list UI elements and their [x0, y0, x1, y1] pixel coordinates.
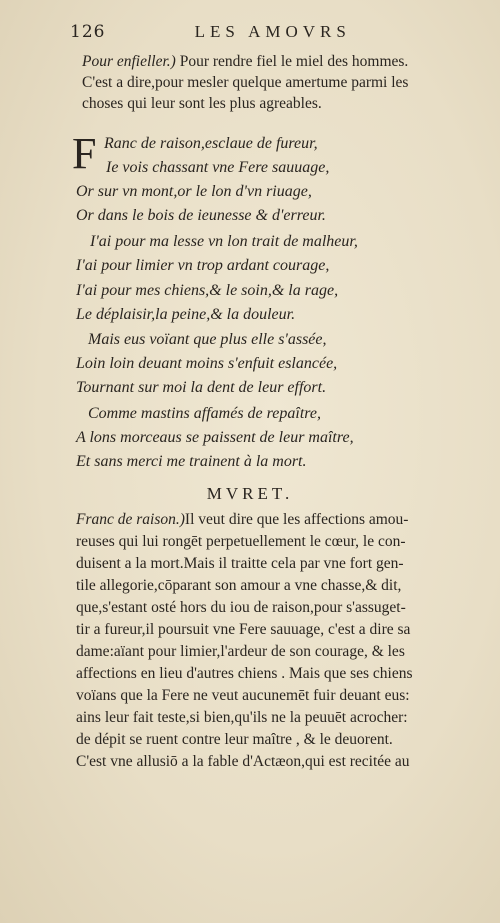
sonnet-line: Loin loin deuant moins s'enfuit eslancée,: [76, 355, 338, 372]
commentary-line: ains leur fait teste,si bien,qu'ils ne la peuuēt acrocher:: [76, 709, 408, 726]
commentary-line: que,s'estant osté hors du iou de raison,pour s'assuget-: [76, 599, 406, 616]
commentary-line: voïans que la Fere ne veut aucunemēt fuir deuant eus:: [76, 687, 410, 704]
gloss-lemma: Pour enfieller.): [82, 53, 176, 70]
commentary-line: duisent a la mort.Mais il traitte cela par vne fort gen-: [76, 555, 404, 572]
drop-cap: F: [72, 129, 97, 178]
gloss-text: Pour rendre fiel le miel des hommes.: [175, 53, 409, 70]
sonnet-line: I'ai pour mes chiens,& le soin,& la rage,: [76, 282, 339, 299]
sonnet-line: Or dans le bois de ieunesse & d'erreur.: [76, 207, 326, 224]
gloss-line-3: choses qui leur sont les plus agreables.: [82, 95, 322, 112]
commentary-lemma: Franc de raison.): [76, 511, 185, 528]
sonnet-line: Tournant sur moi la dent de leur effort.: [76, 379, 327, 396]
commentary-line: tir a fureur,il poursuit vne Fere sauuage, c'est a dire sa: [76, 621, 411, 638]
sonnet-line: Ranc de raison,esclaue de fureur,: [104, 135, 318, 152]
commentary-line: C'est vne allusiō a la fable d'Actæon,qui est recitée au: [76, 753, 410, 770]
commentary-line: affections en lieu d'autres chiens . Mais que ses chiens: [76, 665, 413, 682]
sonnet-line: Le déplaisir,la peine,& la douleur.: [76, 306, 296, 323]
commentary-text: Il veut dire que les affections amou-: [184, 511, 409, 528]
sonnet-line: A lons morceaus se paissent de leur maître,: [76, 429, 354, 446]
commentary-line: [76, 510, 408, 530]
sonnet-line: Et sans merci me trainent à la mort.: [76, 453, 307, 470]
sonnet-line: Comme mastins affamés de repaître,: [88, 405, 322, 422]
commentary-line: dame:aïant pour limier,l'ardeur de son courage, & les: [76, 643, 405, 660]
page-header: [70, 22, 460, 42]
gloss-line-2: C'est a dire,pour mesler quelque amertume parmi les: [82, 74, 409, 91]
commentary-line: de dépit se ruent contre leur maître , & le deuorent.: [76, 731, 393, 748]
gloss-line-1: [82, 52, 408, 72]
sonnet-line: I'ai pour limier vn trop ardant courage,: [76, 257, 330, 274]
sonnet-line: Ie vois chassant vne Fere sauuage,: [106, 159, 330, 176]
commentary-line: reuses qui lui rongēt perpetuellement le cœur, le con-: [76, 533, 406, 550]
commentary-heading: MVRET.: [206, 484, 294, 503]
sonnet-line: Or sur vn mont,or le lon d'vn riuage,: [76, 183, 312, 200]
running-title: LES AMOVRS: [194, 22, 351, 41]
sonnet-line: Mais eus voïant que plus elle s'assée,: [88, 331, 327, 348]
sonnet-line: I'ai pour ma lesse vn lon trait de malheur,: [90, 233, 358, 250]
page-number: 126: [70, 22, 106, 42]
commentary-line: tile allegorie,cōparant son amour a vne chasse,& dit,: [76, 577, 402, 594]
